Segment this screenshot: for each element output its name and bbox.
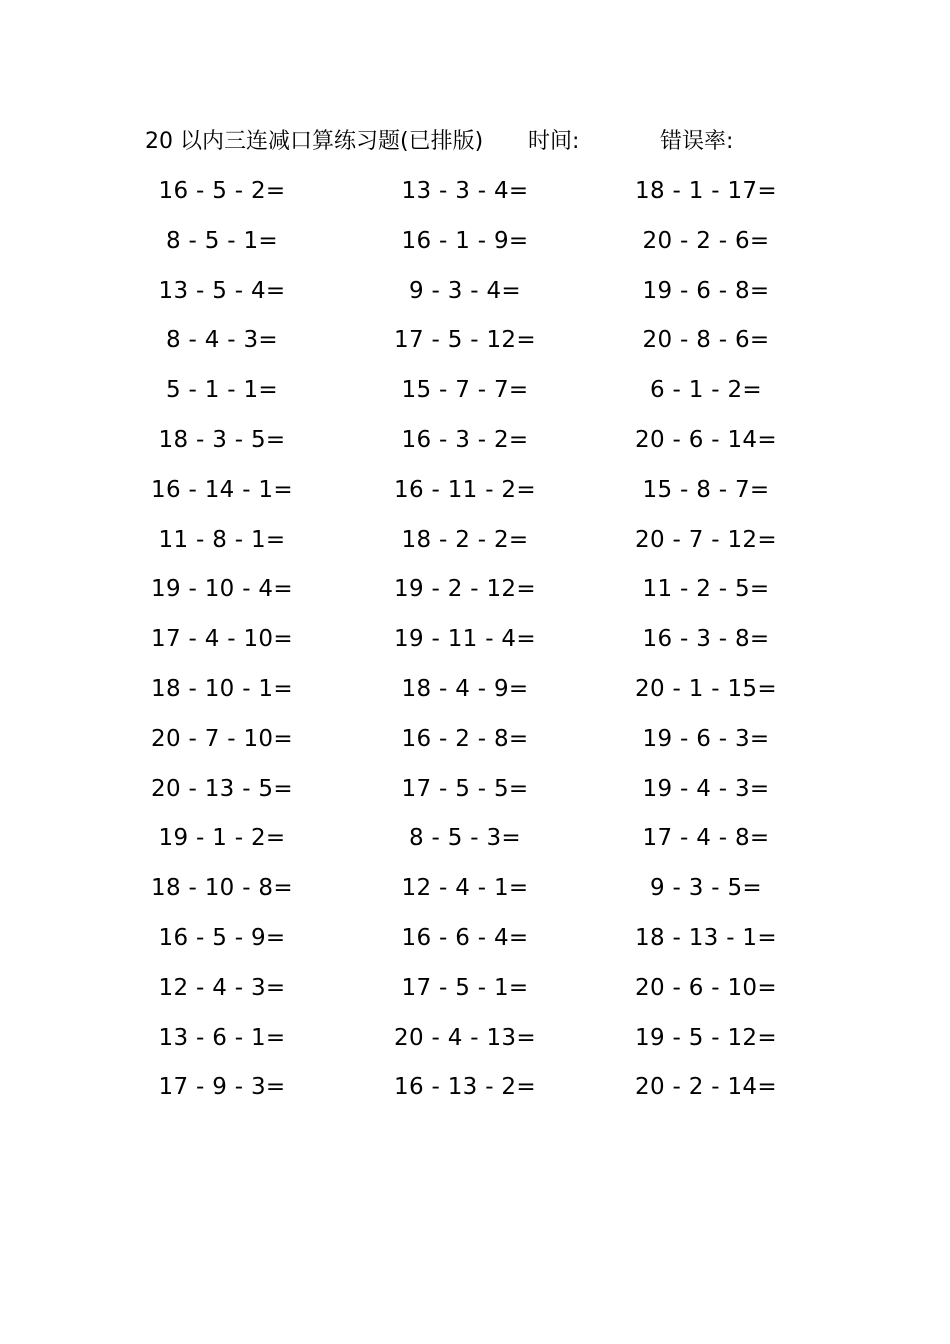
worksheet-header	[145, 124, 805, 160]
problem-item: 17 - 5 - 5=	[401, 775, 529, 802]
problem-item: 16 - 5 - 2=	[158, 178, 286, 204]
problem-item: 20 - 1 - 15=	[635, 675, 777, 702]
problem-item: 17 - 4 - 8=	[642, 825, 770, 852]
problem-row	[0, 570, 950, 620]
problem-item: 20 - 2 - 14=	[635, 1074, 777, 1101]
problem-item: 19 - 10 - 4=	[151, 576, 293, 603]
time-label: 时间:	[528, 129, 580, 154]
problem-item: 20 - 8 - 6=	[642, 327, 770, 354]
problem-item: 16 - 2 - 8=	[401, 725, 529, 752]
problem-item: 18 - 10 - 8=	[151, 875, 293, 902]
problem-item: 19 - 11 - 4=	[394, 626, 536, 653]
problem-row	[0, 819, 950, 869]
problem-item: 18 - 1 - 17=	[635, 178, 777, 204]
problem-item: 13 - 3 - 4=	[401, 178, 529, 204]
error-rate-label: 错误率:	[660, 129, 734, 154]
problem-item: 6 - 1 - 2=	[649, 377, 762, 404]
problem-item: 8 - 5 - 1=	[165, 227, 278, 254]
problem-item: 19 - 4 - 3=	[642, 775, 770, 802]
problem-item: 11 - 2 - 5=	[642, 576, 770, 603]
problem-item: 16 - 13 - 2=	[394, 1074, 536, 1101]
problem-item: 20 - 6 - 14=	[635, 426, 777, 453]
problem-item: 11 - 8 - 1=	[158, 526, 286, 553]
problem-item: 20 - 13 - 5=	[151, 775, 293, 802]
problem-row	[0, 919, 950, 969]
problem-item: 16 - 14 - 1=	[151, 476, 293, 503]
problem-item: 19 - 2 - 12=	[394, 576, 536, 603]
problem-row	[0, 1019, 950, 1069]
problem-item: 16 - 11 - 2=	[394, 476, 536, 503]
problem-item: 16 - 1 - 9=	[401, 227, 529, 254]
problem-item: 20 - 7 - 10=	[151, 725, 293, 752]
problem-item: 12 - 4 - 3=	[158, 974, 286, 1001]
worksheet-title: 20 以内三连减口算练习题(已排版)	[145, 129, 484, 154]
problem-item: 17 - 5 - 1=	[401, 974, 529, 1001]
problem-item: 20 - 7 - 12=	[635, 526, 777, 553]
problem-item: 19 - 6 - 3=	[642, 725, 770, 752]
problem-item: 19 - 6 - 8=	[642, 277, 770, 304]
problem-item: 15 - 8 - 7=	[642, 476, 770, 503]
problem-row	[0, 1068, 950, 1118]
problem-item: 16 - 5 - 9=	[158, 924, 286, 951]
problem-item: 13 - 5 - 4=	[158, 277, 286, 304]
problem-row	[0, 172, 950, 222]
problem-item: 13 - 6 - 1=	[158, 1024, 286, 1051]
problem-item: 5 - 1 - 1=	[165, 377, 278, 404]
problem-row	[0, 770, 950, 820]
problem-item: 17 - 9 - 3=	[158, 1074, 286, 1101]
problem-row	[0, 620, 950, 670]
problem-item: 9 - 3 - 5=	[649, 875, 762, 902]
problem-row	[0, 272, 950, 322]
problem-item: 18 - 3 - 5=	[158, 426, 286, 453]
problem-row	[0, 869, 950, 919]
problem-item: 20 - 6 - 10=	[635, 974, 777, 1001]
problem-item: 15 - 7 - 7=	[401, 377, 529, 404]
problem-row	[0, 222, 950, 272]
problem-row	[0, 371, 950, 421]
problem-grid	[0, 172, 950, 1118]
problem-item: 18 - 2 - 2=	[401, 526, 529, 553]
problem-item: 20 - 2 - 6=	[642, 227, 770, 254]
problem-item: 12 - 4 - 1=	[401, 875, 529, 902]
problem-item: 8 - 5 - 3=	[408, 825, 521, 852]
problem-item: 16 - 6 - 4=	[401, 924, 529, 951]
problem-row	[0, 521, 950, 571]
problem-item: 18 - 10 - 1=	[151, 675, 293, 702]
problem-item: 17 - 4 - 10=	[151, 626, 293, 653]
problem-item: 19 - 5 - 12=	[635, 1024, 777, 1051]
problem-item: 19 - 1 - 2=	[158, 825, 286, 852]
problem-row	[0, 670, 950, 720]
problem-item: 8 - 4 - 3=	[165, 327, 278, 354]
problem-item: 20 - 4 - 13=	[394, 1024, 536, 1051]
problem-item: 16 - 3 - 2=	[401, 426, 529, 453]
problem-row	[0, 471, 950, 521]
problem-item: 16 - 3 - 8=	[642, 626, 770, 653]
problem-row	[0, 969, 950, 1019]
problem-item: 18 - 13 - 1=	[635, 924, 777, 951]
problem-item: 18 - 4 - 9=	[401, 675, 529, 702]
problem-row	[0, 321, 950, 371]
problem-item: 17 - 5 - 12=	[394, 327, 536, 354]
problem-row	[0, 421, 950, 471]
problem-item: 9 - 3 - 4=	[408, 277, 521, 304]
problem-row	[0, 720, 950, 770]
